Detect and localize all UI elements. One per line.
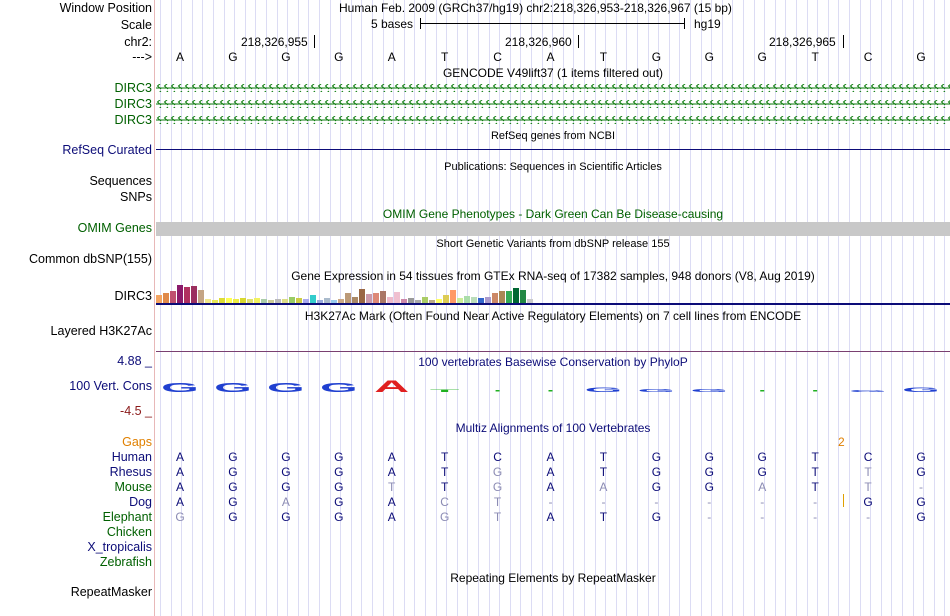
- conservation-letter[interactable]: G: [690, 388, 729, 393]
- coord-tick-label: 218,326,960: [505, 35, 572, 49]
- coord-tick-label: 218,326,955: [241, 35, 308, 49]
- alignment-base: A: [758, 480, 767, 494]
- conservation-mark[interactable]: [813, 390, 817, 392]
- gtex-tissue-bar[interactable]: [366, 294, 372, 303]
- scale-bar-right-tick: [684, 18, 685, 29]
- h3k27ac-baseline: [156, 351, 950, 352]
- conservation-letter[interactable]: G: [161, 380, 199, 395]
- conservation-mark[interactable]: [760, 390, 764, 392]
- scale-db: hg19: [694, 17, 721, 31]
- repeatmasker-label[interactable]: RepeatMasker: [70, 585, 152, 599]
- alignment-base: A: [387, 495, 396, 509]
- alignment-base: T: [811, 465, 819, 479]
- conservation-letter[interactable]: G: [849, 389, 887, 393]
- alignment-base: G: [228, 465, 238, 479]
- base-letter: T: [811, 50, 819, 64]
- gtex-gene-label[interactable]: DIRC3: [114, 289, 152, 303]
- alignment-base: G: [704, 450, 714, 464]
- alignment-base: -: [866, 510, 871, 524]
- alignment-base: G: [916, 465, 926, 479]
- alignment-base: T: [864, 465, 872, 479]
- dbsnp-track-title[interactable]: Short Genetic Variants from dbSNP release 155: [436, 238, 670, 250]
- gene-feature-dirc3[interactable]: [156, 116, 950, 124]
- base-letter: T: [599, 50, 608, 64]
- conservation-track-title[interactable]: 100 vertebrates Basewise Conservation by PhyloP: [418, 355, 688, 369]
- conservation-letter[interactable]: G: [584, 386, 623, 394]
- alignment-base: G: [704, 465, 714, 479]
- gtex-tissue-bar[interactable]: [520, 290, 526, 303]
- alignment-base: G: [651, 465, 662, 479]
- omim-track-title[interactable]: OMIM Gene Phenotypes - Dark Green Can Be Disease-causing: [382, 207, 724, 221]
- gtex-tissue-bar[interactable]: [380, 291, 386, 303]
- gtex-tissue-bar[interactable]: [373, 293, 379, 303]
- alignment-base: G: [281, 480, 291, 494]
- gtex-tissue-bar[interactable]: [492, 293, 498, 303]
- gap-marker[interactable]: [843, 494, 844, 507]
- gtex-tissue-bar[interactable]: [359, 289, 365, 303]
- alignment-base: G: [334, 450, 344, 464]
- scale-value: 5 bases: [371, 17, 414, 31]
- gtex-tissue-bar[interactable]: [394, 292, 400, 303]
- strand-label: --->: [132, 50, 152, 64]
- alignment-base: -: [813, 495, 818, 509]
- gtex-tissue-bar[interactable]: [170, 291, 176, 303]
- alignment-base: G: [439, 510, 450, 524]
- coord-tick-mark: [314, 35, 315, 48]
- multiz-track-title[interactable]: Multiz Alignments of 100 Vertebrates: [455, 421, 651, 435]
- conservation-letter[interactable]: T: [429, 388, 460, 393]
- window-position-label: Window Position: [59, 1, 152, 15]
- alignment-base: G: [281, 465, 291, 479]
- alignment-base: -: [601, 495, 606, 509]
- alignment-base: A: [175, 495, 184, 509]
- gtex-tissue-bar[interactable]: [184, 287, 190, 303]
- alignment-base: G: [281, 450, 291, 464]
- dbsnp-label[interactable]: Common dbSNP(155): [29, 252, 152, 266]
- alignment-base: G: [704, 480, 714, 494]
- base-letter: T: [440, 50, 449, 64]
- conservation-mark[interactable]: [496, 390, 500, 392]
- window-position-value: Human Feb. 2009 (GRCh37/hg19) chr2:218,326,953-218,326,967 (15 bp): [339, 1, 732, 15]
- base-letter: G: [757, 50, 767, 64]
- gencode-track-title[interactable]: GENCODE V49lift37 (1 items filtered out): [442, 66, 664, 80]
- species-label[interactable]: Human: [111, 450, 152, 464]
- omim-feature-bar[interactable]: [156, 222, 950, 236]
- refseq-label[interactable]: RefSeq Curated: [62, 143, 152, 157]
- alignment-base: -: [548, 495, 553, 509]
- conservation-letter[interactable]: G: [637, 388, 676, 393]
- alignment-base: G: [492, 480, 503, 494]
- gtex-tissue-bar[interactable]: [198, 290, 204, 303]
- alignment-base: A: [546, 465, 555, 479]
- scale-bar: [420, 23, 685, 24]
- alignment-base: G: [757, 465, 767, 479]
- alignment-base: A: [281, 495, 290, 509]
- publications-sequences-label[interactable]: Sequences: [89, 174, 152, 188]
- alignment-base: T: [599, 450, 608, 464]
- alignment-base: T: [388, 480, 396, 494]
- species-label[interactable]: Rhesus: [109, 465, 152, 479]
- refseq-track-title[interactable]: RefSeq genes from NCBI: [490, 130, 616, 142]
- species-label[interactable]: Dog: [129, 495, 152, 509]
- gencode-gene-features[interactable]: [156, 82, 950, 126]
- coord-tick-label: 218,326,965: [769, 35, 836, 49]
- alignment-base: T: [811, 450, 819, 464]
- alignment-base: T: [493, 510, 502, 524]
- conservation-letter[interactable]: G: [902, 386, 940, 394]
- alignment-base: A: [387, 465, 396, 479]
- alignment-base: G: [651, 450, 662, 464]
- alignment-base: G: [651, 480, 662, 494]
- alignment-base: C: [493, 450, 502, 464]
- gap-count[interactable]: 2: [838, 435, 845, 449]
- gtex-tissue-bar[interactable]: [443, 295, 449, 303]
- gaps-label: Gaps: [122, 435, 152, 449]
- sidebar-divider: [154, 0, 155, 616]
- alignment-base: T: [493, 495, 502, 509]
- gtex-track-title[interactable]: Gene Expression in 54 tissues from GTEx RNA-seq of 17382 samples, 948 donors (V8, Aug 2019): [291, 269, 815, 283]
- base-letter: G: [334, 50, 344, 64]
- alignment-base: G: [334, 480, 344, 494]
- publications-track-title[interactable]: Publications: Sequences in Scientific Articles: [444, 161, 662, 173]
- conservation-logo[interactable]: [156, 370, 950, 400]
- alignment-base: G: [228, 495, 238, 509]
- gene-feature-dirc3[interactable]: [156, 100, 950, 108]
- alignment-base: G: [492, 465, 503, 479]
- conservation-max-label: 4.88 _: [117, 354, 152, 368]
- alignment-base: G: [228, 510, 238, 524]
- omim-label[interactable]: OMIM Genes: [77, 221, 152, 235]
- gene-feature-dirc3[interactable]: [156, 84, 950, 92]
- alignment-base: T: [440, 465, 449, 479]
- gtex-tissue-bar[interactable]: [310, 295, 316, 303]
- alignment-base: -: [760, 510, 765, 524]
- alignment-base: -: [654, 495, 659, 509]
- gene-label-dirc3[interactable]: DIRC3: [114, 113, 152, 127]
- gtex-tissue-bar[interactable]: [163, 293, 169, 303]
- alignment-base: -: [919, 480, 924, 494]
- gene-label-dirc3[interactable]: DIRC3: [114, 81, 152, 95]
- alignment-base: A: [546, 480, 555, 494]
- alignment-base: T: [440, 480, 449, 494]
- alignment-base: C: [863, 450, 873, 464]
- gtex-tissue-bar[interactable]: [506, 291, 512, 303]
- base-letter: G: [916, 50, 926, 64]
- alignment-base: A: [546, 510, 555, 524]
- alignment-base: G: [916, 495, 926, 509]
- alignment-base: G: [651, 510, 662, 524]
- alignment-base: G: [334, 510, 344, 524]
- repeatmasker-track-title[interactable]: Repeating Elements by RepeatMasker: [450, 571, 656, 585]
- alignment-base: A: [175, 450, 184, 464]
- alignment-base: G: [334, 465, 344, 479]
- base-letter: A: [175, 50, 184, 64]
- alignment-base: C: [440, 495, 449, 509]
- alignment-base: G: [916, 510, 926, 524]
- alignment-base: T: [599, 465, 608, 479]
- alignment-base: G: [228, 450, 238, 464]
- refseq-gene-line[interactable]: [156, 149, 950, 150]
- alignment-base: T: [811, 480, 819, 494]
- gtex-tissue-bar[interactable]: [156, 295, 162, 303]
- alignment-base: T: [864, 480, 872, 494]
- coord-tick-mark: [578, 35, 579, 48]
- species-label[interactable]: Mouse: [114, 480, 152, 494]
- h3k27ac-track-title[interactable]: H3K27Ac Mark (Often Found Near Active Regulatory Elements) on 7 cell lines from ENCODE: [304, 309, 802, 323]
- base-letter: G: [228, 50, 238, 64]
- chrom-label: chr2:: [124, 35, 152, 49]
- base-letter: C: [863, 50, 873, 64]
- alignment-base: G: [757, 450, 767, 464]
- conservation-letter[interactable]: A: [374, 376, 410, 396]
- gtex-tissue-bar[interactable]: [513, 288, 519, 303]
- conservation-letter[interactable]: G: [267, 380, 305, 395]
- base-letter: G: [281, 50, 291, 64]
- species-label[interactable]: X_tropicalis: [87, 540, 152, 554]
- alignment-base: A: [175, 465, 184, 479]
- h3k27ac-label[interactable]: Layered H3K27Ac: [50, 324, 152, 338]
- gtex-expression-bars[interactable]: [156, 284, 556, 303]
- coord-tick-mark: [843, 35, 844, 48]
- species-label[interactable]: Chicken: [106, 525, 152, 539]
- base-letter: A: [387, 50, 396, 64]
- scale-bar-left-tick: [420, 18, 421, 29]
- alignment-base: T: [440, 450, 449, 464]
- alignment-base: G: [228, 480, 238, 494]
- gtex-tissue-bar[interactable]: [499, 291, 505, 303]
- alignment-base: -: [760, 495, 765, 509]
- gtex-tissue-bar[interactable]: [464, 296, 470, 303]
- gtex-tissue-bar[interactable]: [450, 290, 456, 303]
- alignment-base: A: [175, 480, 184, 494]
- species-label[interactable]: Zebrafish: [99, 555, 152, 569]
- alignment-base: G: [916, 450, 926, 464]
- alignment-base: G: [175, 510, 185, 524]
- base-letter: G: [651, 50, 662, 64]
- alignment-base: A: [387, 450, 396, 464]
- alignment-base: -: [813, 510, 818, 524]
- alignment-base: -: [707, 510, 712, 524]
- gtex-tissue-bar[interactable]: [191, 286, 197, 303]
- base-letter: G: [704, 50, 714, 64]
- alignment-base: G: [863, 495, 873, 509]
- conservation-letter[interactable]: G: [214, 380, 252, 395]
- base-letter: A: [546, 50, 555, 64]
- species-label[interactable]: Elephant: [102, 510, 152, 524]
- alignment-base: T: [599, 510, 608, 524]
- scale-label: Scale: [120, 18, 152, 32]
- conservation-min-label: -4.5 _: [120, 404, 152, 418]
- conservation-mark[interactable]: [549, 390, 553, 392]
- gtex-tissue-bar[interactable]: [177, 285, 183, 303]
- alignment-base: A: [546, 450, 555, 464]
- base-letter: C: [493, 50, 502, 64]
- gene-label-dirc3[interactable]: DIRC3: [114, 97, 152, 111]
- alignment-base: G: [334, 495, 344, 509]
- alignment-base: -: [707, 495, 712, 509]
- publications-snps-label[interactable]: SNPs: [120, 190, 152, 204]
- gtex-tissue-bar[interactable]: [345, 293, 351, 303]
- alignment-base: A: [599, 480, 608, 494]
- alignment-base: G: [281, 510, 291, 524]
- alignment-base: A: [387, 510, 396, 524]
- gtex-gene-line: [156, 303, 950, 305]
- conservation-label[interactable]: 100 Vert. Cons: [69, 379, 152, 393]
- conservation-letter[interactable]: G: [319, 380, 358, 395]
